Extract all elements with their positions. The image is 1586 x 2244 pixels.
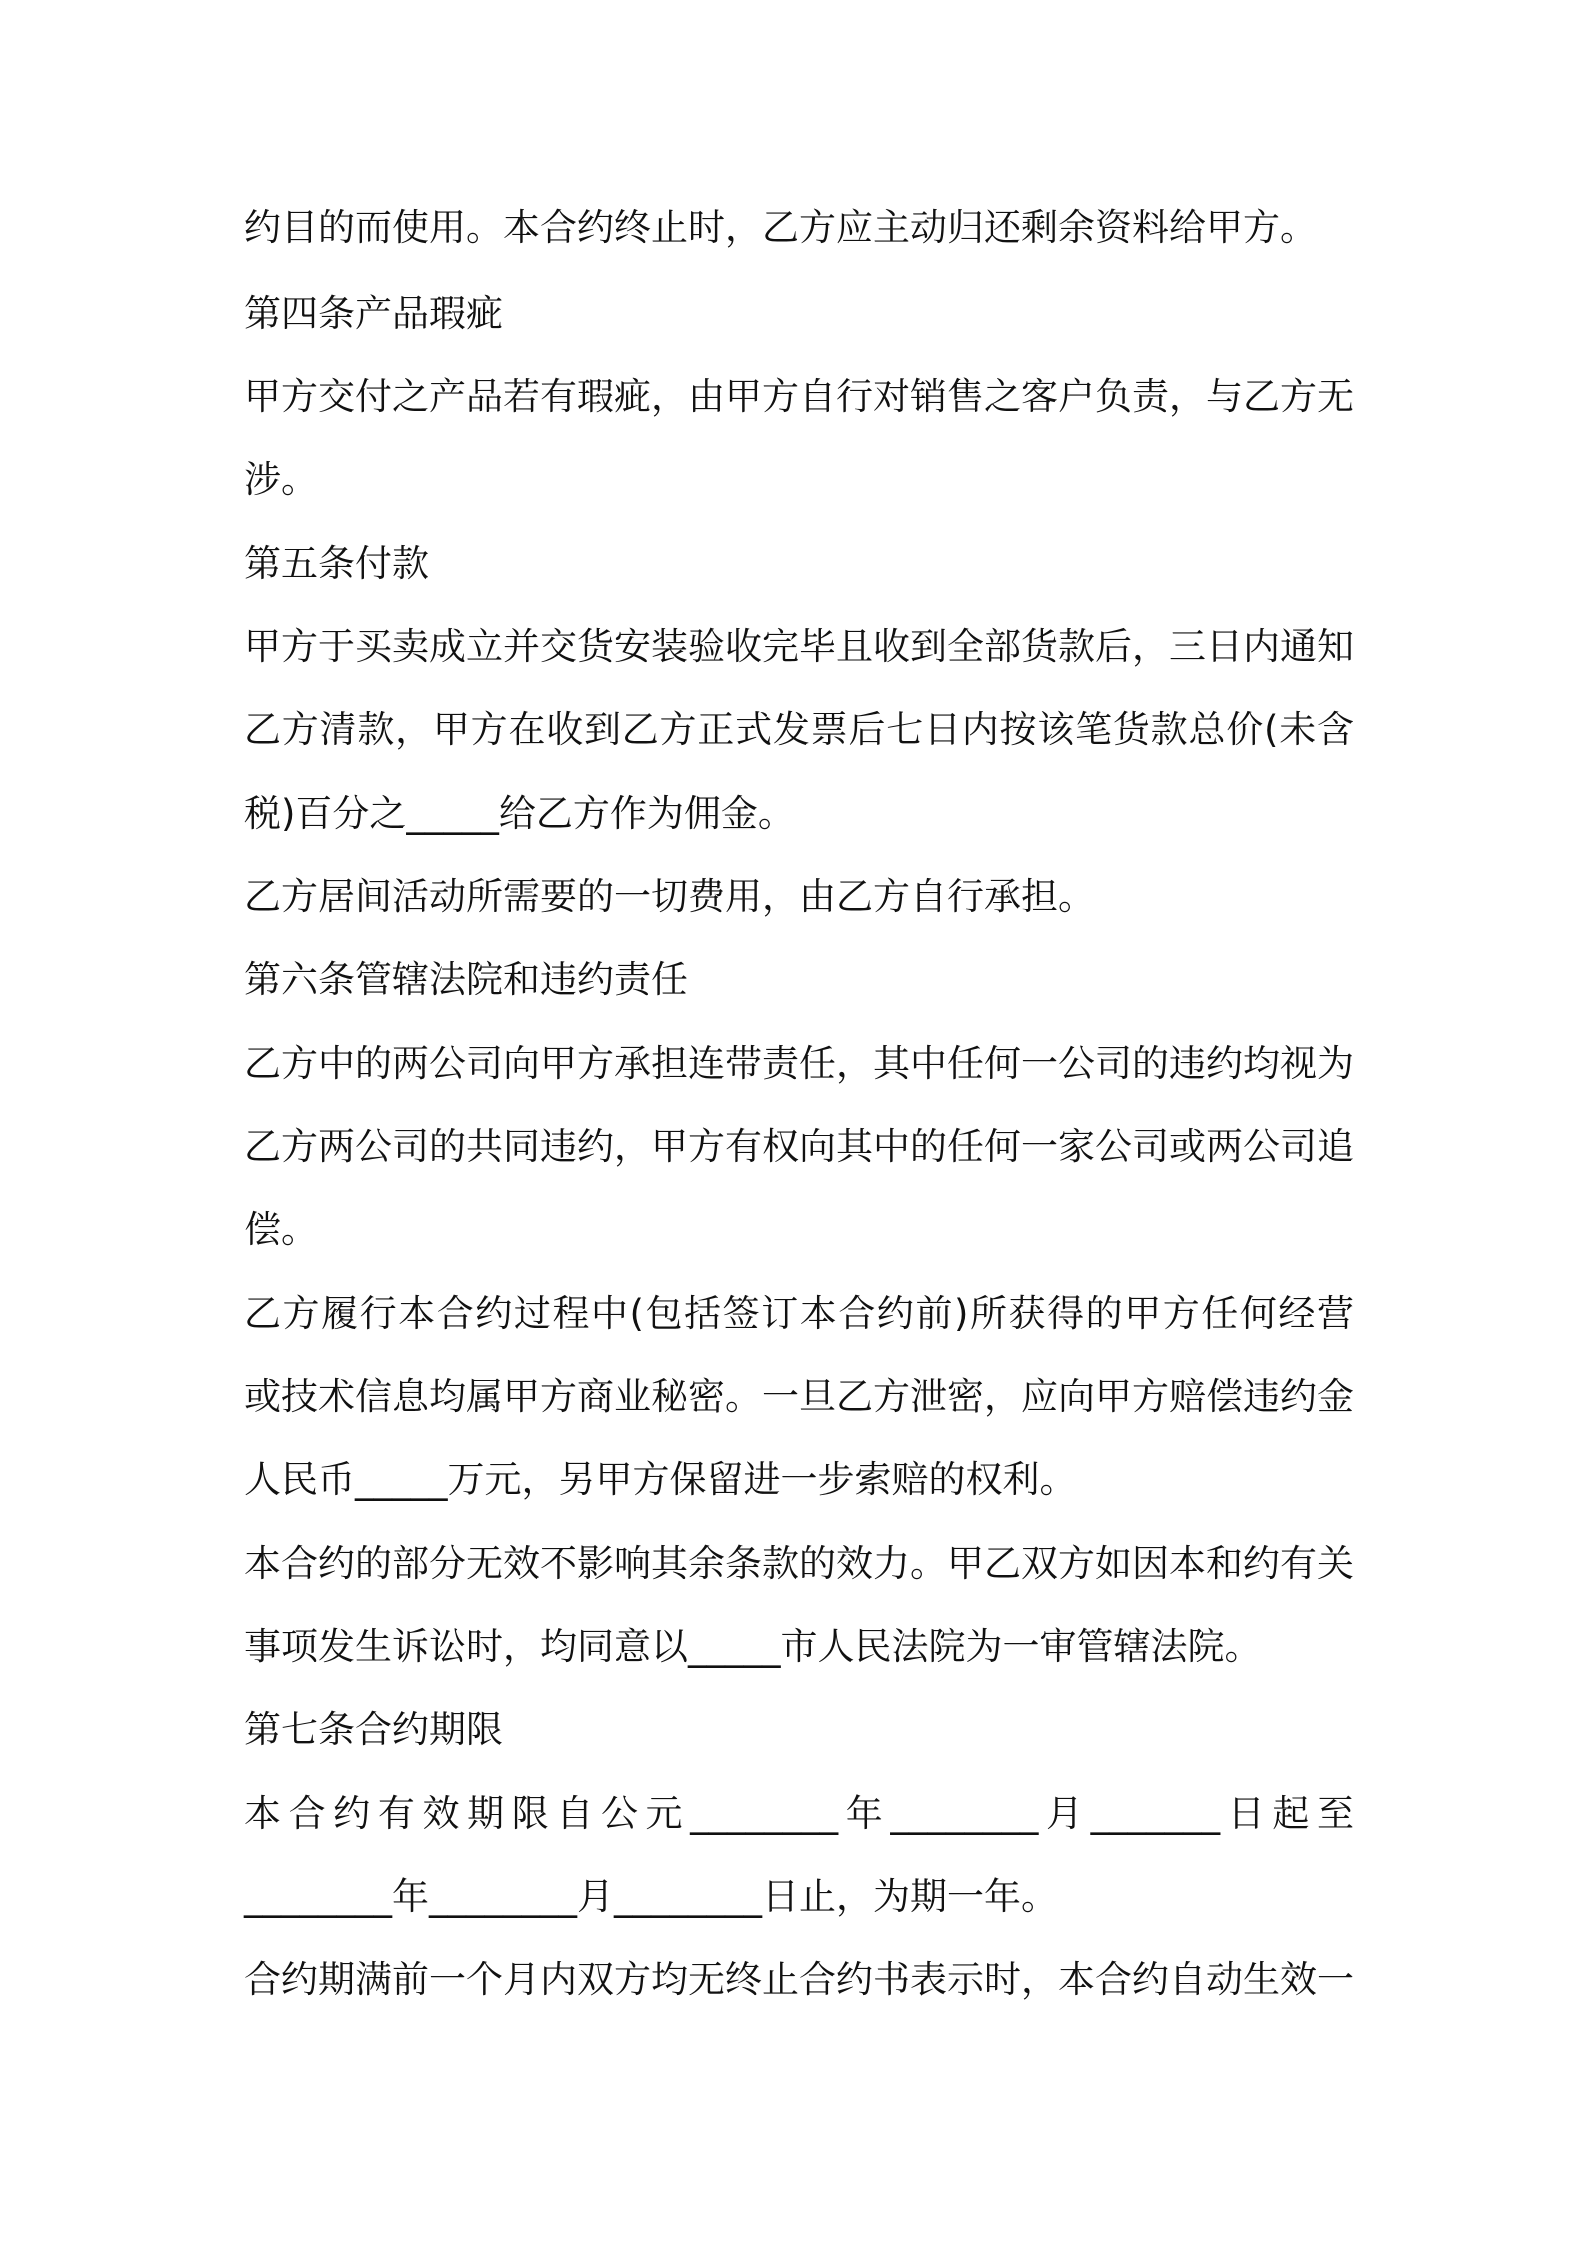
text-line: 本合约的部分无效不影响其余条款的效力。甲乙双方如因本和约有关 xyxy=(244,1542,1354,1585)
text-line: 乙方中的两公司向甲方承担连带责任，其中任何一公司的违约均视为 xyxy=(244,1042,1354,1085)
text-line: 涉。 xyxy=(244,458,318,501)
text-line: 乙方居间活动所需要的一切费用，由乙方自行承担。 xyxy=(244,875,1095,918)
text-line: 事项发生诉讼时，均同意以_____市人民法院为一审管辖法院。 xyxy=(244,1625,1262,1668)
section-heading: 第七条合约期限 xyxy=(244,1708,503,1751)
section-heading: 第五条付款 xyxy=(244,542,429,585)
text-line: 或技术信息均属甲方商业秘密。一旦乙方泄密，应向甲方赔偿违约金 xyxy=(244,1375,1354,1418)
text-line: 乙方两公司的共同违约，甲方有权向其中的任何一家公司或两公司追 xyxy=(244,1125,1354,1168)
text-line: 人民币_____万元，另甲方保留进一步索赔的权利。 xyxy=(244,1458,1077,1501)
text-line: 偿。 xyxy=(244,1208,318,1251)
section-heading: 第四条产品瑕疵 xyxy=(244,292,503,335)
text-line: 约目的而使用。本合约终止时，乙方应主动归还剩余资料给甲方。 xyxy=(244,206,1317,249)
text-line: 合约期满前一个月内双方均无终止合约书表示时，本合约自动生效一 xyxy=(244,1958,1354,2001)
text-line: 甲方交付之产品若有瑕疵，由甲方自行对销售之客户负责，与乙方无 xyxy=(244,375,1354,418)
text-line: 甲方于买卖成立并交货安装验收完毕且收到全部货款后，三日内通知 xyxy=(244,625,1354,668)
text-line: 本合约有效期限自公元________年________月_______日起至 xyxy=(244,1792,1354,1835)
text-line: 税)百分之_____给乙方作为佣金。 xyxy=(244,792,795,835)
section-heading: 第六条管辖法院和违约责任 xyxy=(244,958,688,1001)
text-line: 乙方清款，甲方在收到乙方正式发票后七日内按该笔货款总价(未含 xyxy=(244,708,1354,751)
text-line: ________年________月________日止，为期一年。 xyxy=(244,1875,1058,1918)
text-line: 乙方履行本合约过程中(包括签订本合约前)所获得的甲方任何经营 xyxy=(244,1292,1354,1335)
